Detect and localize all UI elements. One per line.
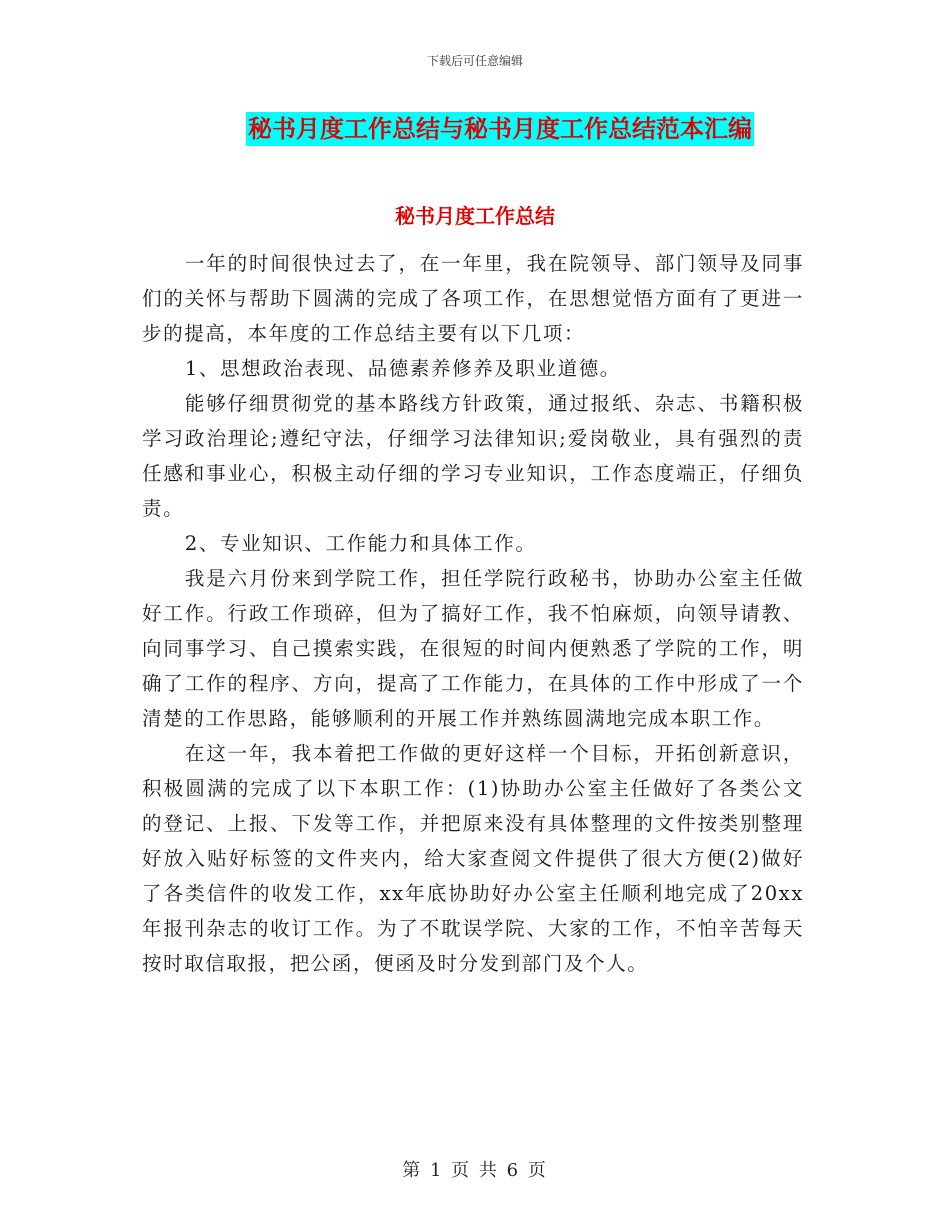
page-header-note: 下载后可任意编辑 xyxy=(426,54,523,68)
document-body xyxy=(142,246,804,981)
paragraph: 在这一年，我本着把工作做的更好这样一个目标，开拓创新意识，积极圆满的完成了以下本职工作：(1)协助办公室主任做好了各类公文的登记、上报、下发等工作，并把原来没有具体整理的文件按类别整理好放入贴好标签的文件夹内，给大家查阅文件提供了很大方便(2)做好了各类信件的收发工作，xx年底协助好办公室主任顺利地完成了20xx年报刊杂志的收订工作。为了不耽误学院、大家的工作，不怕辛苦每天按时取信取报，把公函，便函及时分发到部门及个人。 xyxy=(142,742,804,975)
main-title: 秘书月度工作总结与秘书月度工作总结范本汇编 xyxy=(246,112,754,146)
paragraph: 能够仔细贯彻党的基本路线方针政策，通过报纸、杂志、书籍积极学习政治理论;遵纪守法，仔细学习法律知识;爱岗敬业，具有强烈的责任感和事业心，积极主动仔细的学习专业知识，工作态度端正，仔细负责。 xyxy=(142,392,804,520)
page-number: 第 1 页 共 6 页 xyxy=(402,1160,548,1181)
paragraph: 2、专业知识、工作能力和具体工作。 xyxy=(184,532,537,555)
paragraph: 一年的时间很快过去了，在一年里，我在院领导、部门领导及同事们的关怀与帮助下圆满的完成了各项工作，在思想觉悟方面有了更进一步的提高，本年度的工作总结主要有以下几项： xyxy=(142,252,804,345)
paragraph: 1、思想政治表现、品德素养修养及职业道德。 xyxy=(184,357,621,380)
paragraph: 我是六月份来到学院工作，担任学院行政秘书，协助办公室主任做好工作。行政工作琐碎，但为了搞好工作，我不怕麻烦，向领导请教、向同事学习、自己摸索实践，在很短的时间内便熟悉了学院的工作，明确了工作的程序、方向，提高了工作能力，在具体的工作中形成了一个清楚的工作思路，能够顺利的开展工作并熟练圆满地完成本职工作。 xyxy=(142,567,804,730)
section-title: 秘书月度工作总结 xyxy=(395,204,555,228)
main-title-container xyxy=(0,112,950,146)
